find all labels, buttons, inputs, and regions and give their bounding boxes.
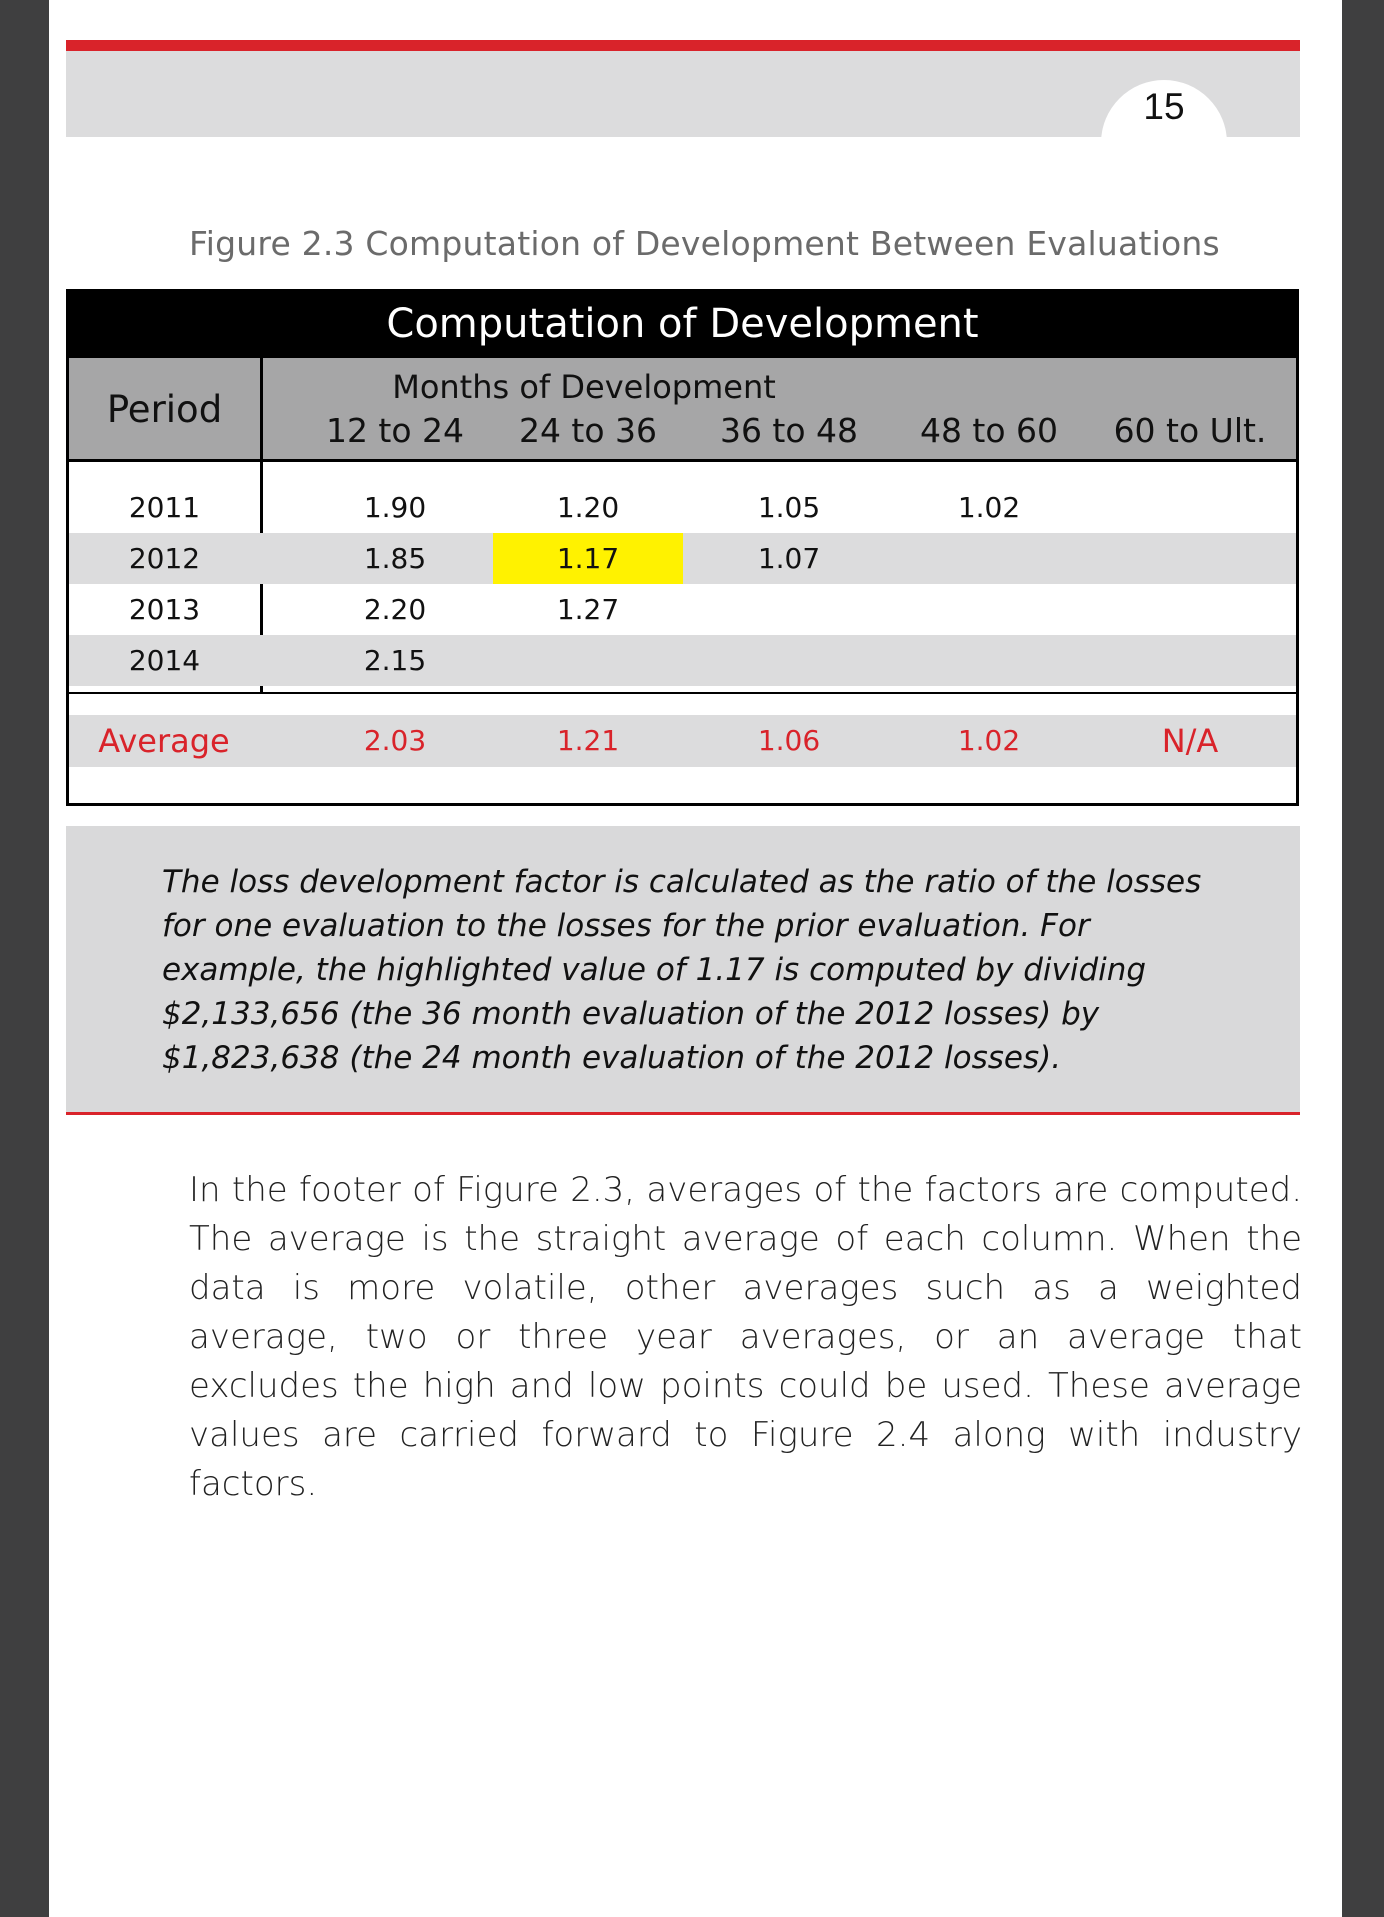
value-cell	[488, 635, 688, 686]
year-cell: 2012	[128, 542, 201, 575]
column-header: 24 to 36	[518, 411, 658, 450]
table-row	[69, 635, 1296, 686]
figure-caption: Figure 2.3 Computation of Development Between Evaluations	[189, 224, 1220, 263]
value-cell: 1.07	[757, 542, 821, 575]
value-cell: 1.27	[556, 593, 620, 626]
value-cell: 2.20	[363, 593, 427, 626]
explanation-box	[66, 826, 1300, 1112]
value-cell: 1.85	[363, 542, 427, 575]
header-bottom-rule	[69, 459, 1296, 462]
body-paragraph: In the footer of Figure 2.3, averages of the factors are computed. The average is the straight average of each column. When the data is more volatile, other averages such as a weighted average, two or three year averages, or an average that excludes the high and low points could be used. These average values are carried forward to Figure 2.4 along with industry factors.	[189, 1170, 1302, 1504]
value-cell: 1.02	[957, 491, 1021, 524]
development-table	[66, 289, 1299, 806]
column-header: 12 to 24	[325, 411, 465, 450]
value-cell	[689, 635, 889, 686]
value-cell	[689, 584, 889, 635]
value-cell: 1.05	[757, 491, 821, 524]
value-cell	[889, 635, 1089, 686]
months-header: Months of Development	[392, 368, 776, 406]
table-row	[69, 533, 1296, 584]
value-cell: 1.20	[556, 491, 620, 524]
header-accent-line	[66, 40, 1300, 51]
table-header	[69, 358, 1296, 459]
explanation-accent-line	[66, 1112, 1300, 1115]
value-cell: 2.15	[363, 644, 427, 677]
year-cell: 2014	[128, 644, 201, 677]
year-cell: 2011	[128, 491, 201, 524]
header-divider	[260, 358, 263, 459]
page-number: 15	[1143, 86, 1185, 127]
table-title: Computation of Development	[69, 292, 1296, 358]
column-header: 60 to Ult.	[1113, 411, 1267, 450]
year-cell: 2013	[128, 593, 201, 626]
document-page	[49, 0, 1342, 1917]
average-value: 1.02	[957, 724, 1021, 757]
value-cell	[1090, 635, 1290, 686]
average-separator	[69, 692, 1296, 694]
table-row	[69, 584, 1296, 635]
average-label: Average	[98, 722, 230, 760]
value-cell: 1.90	[363, 491, 427, 524]
average-value: 2.03	[363, 724, 427, 757]
value-cell	[1090, 533, 1290, 584]
table-row	[69, 482, 1296, 533]
value-cell	[889, 533, 1089, 584]
explanation-text: The loss development factor is calculated as the ratio of the losses for one evaluation to the losses for the prior evaluation. For example, the highlighted value of 1.17 is computed by dividing $2,133,656 (the 36 month evaluation of the 2012 losses) by $1,823,638 (the 24 month evaluation of the 2012 losses).	[162, 864, 1202, 1076]
period-header: Period	[106, 388, 223, 431]
value-cell	[1090, 482, 1290, 533]
average-row	[69, 715, 1296, 767]
column-header: 36 to 48	[719, 411, 859, 450]
average-value: 1.06	[757, 724, 821, 757]
highlighted-value-cell: 1.17	[556, 542, 620, 575]
average-value: 1.21	[556, 724, 620, 757]
column-header: 48 to 60	[919, 411, 1059, 450]
value-cell	[1090, 584, 1290, 635]
average-value: N/A	[1161, 722, 1219, 760]
value-cell	[889, 584, 1089, 635]
